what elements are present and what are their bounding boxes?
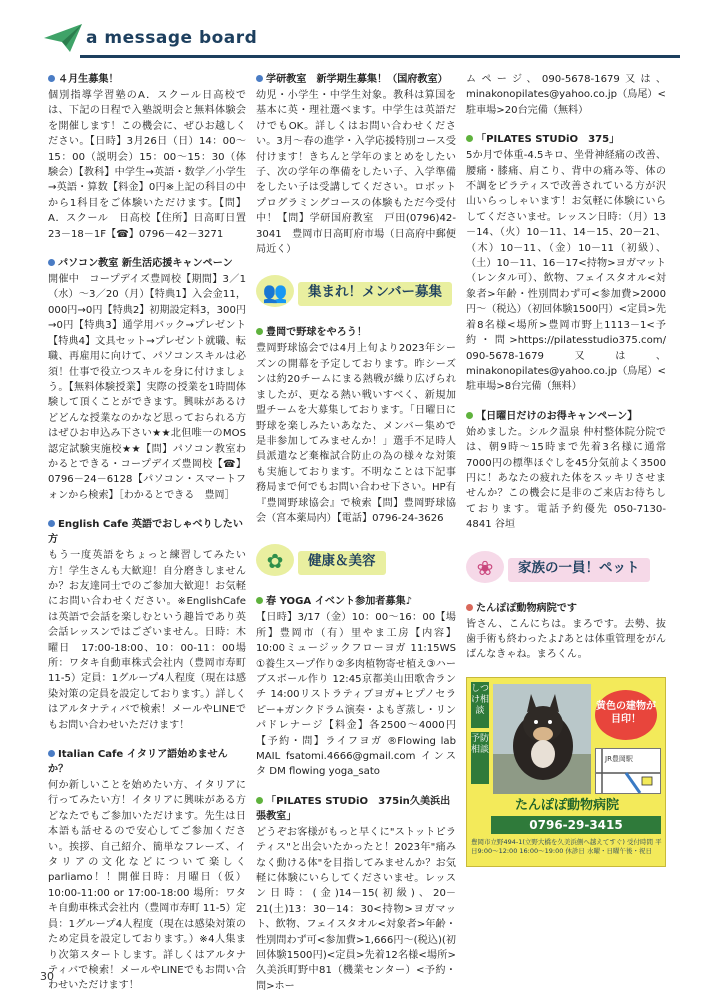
bullet-dot-icon bbox=[256, 797, 263, 804]
article-title bbox=[48, 256, 246, 271]
column-right bbox=[466, 72, 677, 867]
people-icon: 👥 bbox=[262, 280, 288, 305]
message-article bbox=[466, 72, 666, 118]
ad-address: 豊岡市立野494-1(立野大橋を久美浜側へ越えてすぐ) 受付時間 平日9:00～12:00 16:00～19:00 休診日 水曜・日曜午後・祝日 bbox=[471, 837, 662, 855]
message-article bbox=[48, 72, 246, 242]
map-drawing bbox=[596, 749, 660, 793]
article-body: 豊岡野球協会では4月上旬より2023年シーズンの開幕を予定しております。昨シーズンは約20チームにまる熱戦が繰り広げられましたが、更なる熱い戦いすべく、新規加盟チームを大募集しております。「日曜日に野球を楽しみたいあなた、メンバー集めで是非参加してみませんか！」選手不足時人員派遣など棄権試合防止の為の様々な対策も実施しております。不明なことは下記事務局まで何でもお問い合わせ下さい。HP有『豊岡野球協会』で検索【問】豊岡野球協会（宮本薬局内）【電話】0796-24-3626 bbox=[256, 343, 456, 524]
bullet-dot-icon bbox=[48, 259, 55, 266]
map-station-label: JR豊岡駅 bbox=[605, 754, 633, 763]
article-title-text: 「PILATES STUDiO 375」 bbox=[476, 134, 620, 146]
article-body: 幼児・小学生・中学生対象。教科は算国を基本に英・理社選べます。中学生は英語だけでもOK。詳しくはお問い合わせください。3月～春の進学・入学応援特別コース受付けます！きちんと学年のまとめをしたい子、次の学年の準備をしたい子、入学準備をしたい子は受講してください。ロボットプログラミングコースの体験もただ今受付中！【問】学研国府教室 戸田(0796)42-3041 豊岡市日高町府市場（日高府中郵便局近く） bbox=[256, 90, 456, 256]
article-body: もう一度英語をちょっと練習してみたい方！学生さんも大歓迎！自分磨きしませんか？お友達同士でのご参加大歓迎！お気軽にお問い合わせください。※EnglishCafeは英語で会話を楽しむという趣旨であり英会話レッスンではございません。日時：木曜日 17:00-18:00、10：00-11：00場所：ワタキ自動車株式会社内（豊岡市寿町11-5）定員：1グループ4人程度（現在は感染対策の定員を設定しております。）詳しくはアルタナティバで検索！メールやLINEでもお問い合わせいただけます！ bbox=[48, 550, 246, 731]
article-body: 個別指導学習塾のA．スクール日高校では、下記の日程で入塾説明会と無料体験会を開催します！この機会に、ぜひお越しください。【日時】3月26日（日）14：00～15：00（説明会）15：00～15：30（体験会）【教科】中学生→英語・数学／小学生→英語・算数【料金】0円※上記の科目の中から1科目をご体験いただけます。【問】A．スクール 日高校【住所】日高町日置 23－18－1F【☎】0796－42－3271 bbox=[48, 90, 246, 240]
category-members-banner bbox=[256, 271, 456, 315]
article-body: 皆さん、こんにちは。まろです。去勢、抜歯手術も終わったよ♪あとは体重管理をがんばんなきゃね。まろくん。 bbox=[466, 618, 666, 661]
article-body: 【日時】3/17（金）10：00～16：00【場所】豊岡市（有）里やま工房【内容】10:00ミュージックフローヨガ 11:15WS ①養生スープ作り②多肉植物寄せ植え③ハーブスボール作り 12:45京都美山田歌舎ランチ 14:00リストラティブヨガ+ヒプノセラピー+ガンクドラム演奏・よもぎ蒸し・リンパドレナージ【料金】各2500～4000円【予約・問】ライフヨガ ®Flowing lab MAIL fsatomi.4666@gmail.com インスタ DM flowing yoga_sato bbox=[256, 612, 456, 778]
article-title-text: Italian Cafe イタリア語始めませんか？ bbox=[48, 749, 228, 776]
message-article bbox=[466, 409, 666, 533]
category-pets-banner bbox=[466, 547, 666, 591]
ad-map bbox=[595, 748, 661, 794]
message-article bbox=[466, 601, 666, 663]
article-body: 開催中 コープデイズ豊岡校【期間】3／1（水）～3／20（月）【特典1】入会金11，000円→0円【特典2】初期設定料3，300円→0円【特典3】通学用バック→プレゼント【特典4】文具セット→プレゼント就職、転職、再雇用に向けて、パソコンスキルは必須！仕事で役立つスキルを身に付けましょう。【無料体験授業】実際の授業を1時間体験して頂くことができます。興味があるけどどんな授業なのかなど思っておられる方はぜひお申込み下さい★★北但唯一のMOS認定試験実施校★★【問】パソコン教室わかるとできる・コープデイズ豊岡校【☎】0796－24－6128【パソコン・スマートフォンから検索】［わかるとできる 豊岡］ bbox=[48, 274, 246, 501]
column-middle bbox=[256, 72, 456, 1000]
article-title-text: 豊岡で野球をやろう！ bbox=[266, 327, 367, 339]
article-title-text: 【日曜日だけのお得キャンペーン】 bbox=[476, 410, 638, 422]
ad-tag-prevention: 予防相談 bbox=[471, 732, 489, 784]
category-health-banner bbox=[256, 540, 456, 584]
header-rule bbox=[80, 55, 680, 58]
article-title bbox=[466, 601, 666, 616]
message-article bbox=[48, 256, 246, 503]
vet-clinic-advertisement bbox=[466, 677, 666, 867]
article-title-text: パソコン教室 新生活応援キャンペーン bbox=[58, 258, 233, 270]
category-members-label: 集まれ！メンバー募集 bbox=[298, 282, 452, 306]
page-number: 30 bbox=[40, 970, 54, 983]
article-body: どうぞお客様がもっと早くに"ストットピラティス"と出会いたかったと！2023年"痛みなく動ける体"を目指してみませんか？お気軽に体験にいらしてくださいませ。レッスン日時：(金)14－15(初級)、20－21(土)13：30－14：30<持物>ヨガマット、飲物、フェイスタオル<対象者>年齢・性別問わず可<参加費>1,666円～(税込)(初回体験1500円)<定員>先着12名様<場所>久美浜町野中81（機業センター）<予約・問>ホー bbox=[256, 826, 456, 992]
bullet-dot-icon bbox=[48, 750, 55, 757]
article-body: 始めました。シルク温泉 仲村整体院分院では、朝9時～15時まで先着3名様に通常7000円の標準ほぐしを45分気前よく3500円に！あなたの疲れた体をスッキリさせませんか？この機会に是非のご来店お待ちしております。電話予約優先 050-7130-4841 谷垣 bbox=[466, 426, 666, 531]
article-title-text: 春 YOGA イベント参加者募集♪ bbox=[266, 596, 413, 608]
article-body: 5か月で体重-4.5キロ、坐骨神経痛の改善、腰痛・膝痛、肩こり、背中の痛み等、体の不調をピラティスで改善されている方が沢山いらっしゃいます！お気軽に体験にいらしてくださいませ。レッスン日時：（月）13－14、（火）10－11、14－15、20－21、（木）10－11、（金）10－11（初級）、（土）10－11、16－17<持物>ヨガマット（レンタル可）、飲物、フェイスタオル<対象者>年齢・性別問わず可<参加費>2000円～（税込）（初回体験1500円）<定員>先着8名様<場所>豊岡市野上1113－1<予約・問>https://pilatesstudio375.com/ 090-5678-1679又は、minakonopilates@yahoo.co.jp（鳥尾）<駐車場>8台完備（無料） bbox=[466, 150, 677, 393]
sparkle-icon: ✿ bbox=[266, 549, 284, 574]
article-title bbox=[256, 794, 456, 824]
message-article bbox=[48, 747, 246, 994]
article-title-text: English Cafe 英語でおしゃべりしたい方 bbox=[48, 519, 243, 546]
message-article bbox=[256, 594, 456, 779]
bullet-dot-icon bbox=[466, 135, 473, 142]
message-article bbox=[48, 517, 246, 733]
article-title-text: 「PILATES STUDiO 375in久美浜出張教室」 bbox=[256, 795, 451, 822]
article-title bbox=[466, 132, 666, 147]
article-title bbox=[466, 409, 666, 424]
article-body: ムページ、090-5678-1679又は、minakonopilates@yahoo.co.jp（鳥尾）<駐車場>20台完備（無料） bbox=[466, 74, 666, 116]
bullet-dot-icon bbox=[256, 597, 263, 604]
bullet-dot-icon bbox=[256, 75, 263, 82]
article-title bbox=[256, 594, 456, 609]
ad-clinic-name: たんぽぽ動物病院 bbox=[514, 797, 619, 813]
article-title bbox=[256, 325, 456, 340]
category-health-label: 健康＆美容 bbox=[298, 551, 386, 575]
article-title bbox=[256, 72, 456, 87]
category-pets-label: 家族の一員！ペット bbox=[508, 558, 650, 582]
page-header bbox=[36, 14, 676, 62]
bullet-dot-icon bbox=[466, 412, 473, 419]
dog-photo bbox=[493, 684, 591, 794]
article-title bbox=[48, 517, 246, 547]
article-body: 何か新しいことを始めたい方、イタリアに行ってみたい方！イタリアに興味がある方どなたでもご参加いただけます。先生は日本語も話せるので安心してご参加ください。挨拶、自己紹介、簡単なフレーズ、イタリアの文化などについて楽しくparliamo！！開催日時：月曜日（仮）10:00-11:00 or 17:00-18:00 場所：ワタキ自動車株式会社内（豊岡市寿町 11-5）定員：1グループ4人程度（現在は感染対策のため定員を設定しております。）※4人集まり次第スタートします。詳しくはアルタナティバで検索！メールやLINEでもお問い合わせいただけます！ bbox=[48, 780, 246, 992]
message-article bbox=[256, 325, 456, 526]
ad-phone: 0796-29-3415 bbox=[491, 816, 661, 834]
page-title: a message board bbox=[86, 28, 258, 48]
message-article bbox=[256, 72, 456, 257]
ad-badge: 黄色の建物が目印！ bbox=[595, 690, 657, 740]
paw-icon: ❀ bbox=[476, 555, 494, 580]
message-article bbox=[256, 794, 456, 994]
paper-plane-icon bbox=[44, 24, 82, 52]
column-left bbox=[48, 72, 246, 1000]
bullet-dot-icon bbox=[48, 520, 55, 527]
message-article bbox=[466, 132, 677, 395]
article-title-text: ４月生募集！ bbox=[58, 74, 119, 85]
article-title bbox=[48, 747, 246, 777]
article-title-text: たんぽぽ動物病院です bbox=[476, 602, 577, 614]
article-title bbox=[48, 72, 246, 87]
bullet-dot-icon bbox=[256, 328, 263, 335]
ad-tag-training: しつけ相談 bbox=[471, 682, 489, 728]
article-title-text: 学研教室 新学期生募集！（国府教室） bbox=[266, 74, 448, 85]
bullet-dot-icon bbox=[466, 604, 473, 611]
bullet-dot-icon bbox=[48, 75, 55, 82]
